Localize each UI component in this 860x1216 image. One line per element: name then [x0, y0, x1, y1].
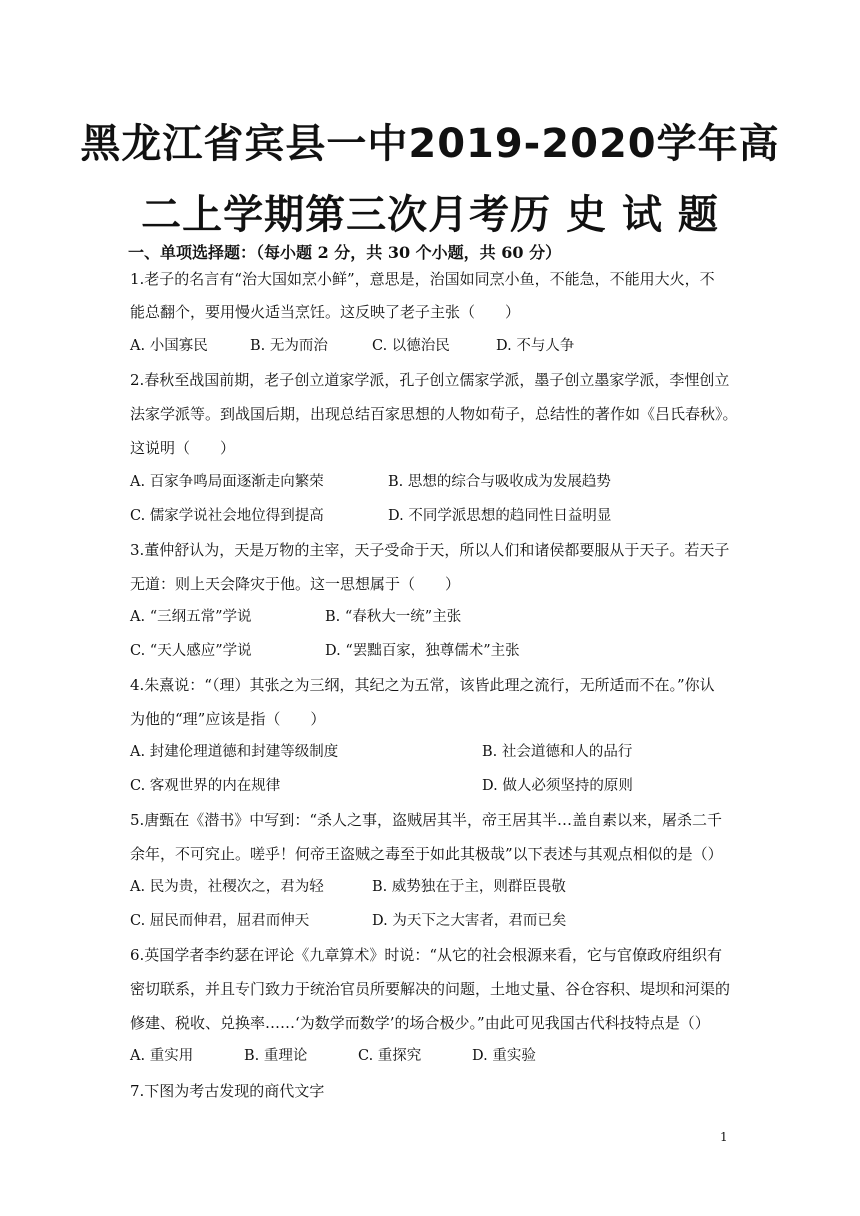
q6-stem-line-1: 6.英国学者李约瑟在评论《九章算术》时说：“从它的社会根源来看，它与官僚政府组织有	[130, 946, 722, 964]
q2-option-c: C. 儒家学说社会地位得到提高	[130, 508, 324, 524]
q1-option-b: B. 无为而治	[250, 338, 328, 354]
q2-stem-line-3: 这说明（ ）	[130, 439, 236, 457]
section-header: 一、单项选择题：（每小题 2 分，共 30 个小题，共 60 分）	[128, 243, 562, 262]
q2-option-a: A. 百家争鸣局面逐渐走向繁荣	[130, 474, 324, 490]
q6-stem-line-3: 修建、税收、兑换率……‘为数学而数学’的场合极少。”由此可见我国古代科技特点是（）	[130, 1014, 710, 1032]
q4-option-b: B. 社会道德和人的品行	[482, 744, 633, 760]
q3-option-c: C. “天人感应”学说	[130, 643, 252, 659]
q5-option-d: D. 为天下之大害者，君而已矣	[372, 913, 567, 929]
page-number: 1	[720, 1130, 728, 1144]
q3-option-d: D. “罢黜百家，独尊儒术”主张	[325, 643, 520, 659]
q6-stem-line-2: 密切联系，并且专门致力于统治官员所要解决的问题，土地丈量、谷仓容积、堤坝和河渠的	[130, 980, 731, 998]
q1-option-c: C. 以德治民	[372, 338, 450, 354]
q4-option-c: C. 客观世界的内在规律	[130, 778, 281, 794]
q2-option-d: D. 不同学派思想的趋同性日益明显	[388, 508, 612, 524]
exam-title-line-1: 黑龙江省宾县一中2019-2020学年高	[80, 121, 780, 167]
q1-option-a: A. 小国寡民	[130, 338, 208, 354]
q3-option-a: A. “三纲五常”学说	[130, 609, 252, 625]
q5-option-a: A. 民为贵，社稷次之，君为轻	[130, 879, 324, 895]
q3-option-b: B. “春秋大一统”主张	[325, 609, 462, 625]
q6-option-c: C. 重探究	[358, 1048, 422, 1064]
q3-stem-line-2: 无道：则上天会降灾于他。这一思想属于（ ）	[130, 575, 461, 593]
q4-stem-line-1: 4.朱熹说：“（理）其张之为三纲，其纪之为五常，该皆此理之流行，无所适而不在。”你认	[130, 676, 715, 694]
exam-title-line-2: 二上学期第三次月考历 史 试 题	[141, 192, 719, 238]
q5-stem-line-1: 5.唐甄在《潜书》中写到：“杀人之事，盗贼居其半，帝王居其半…盖自素以来，屠杀二千	[130, 811, 722, 829]
q5-option-c: C. 屈民而伸君，屈君而伸天	[130, 913, 310, 929]
q2-stem-line-1: 2.春秋至战国前期，老子创立道家学派，孔子创立儒家学派，墨子创立墨家学派，李悝创立	[130, 371, 730, 389]
q6-option-a: A. 重实用	[130, 1048, 194, 1064]
q6-option-b: B. 重理论	[244, 1048, 308, 1064]
q4-option-d: D. 做人必须坚持的原则	[482, 778, 633, 794]
q1-stem-line-1: 1.老子的名言有“治大国如烹小鲜”，意思是，治国如同烹小鱼，不能急，不能用大火，不	[130, 270, 715, 288]
q4-stem-line-2: 为他的“理”应该是指（ ）	[130, 710, 326, 728]
q1-option-d: D. 不与人争	[496, 338, 575, 354]
q4-option-a: A. 封建伦理道德和封建等级制度	[130, 744, 339, 760]
q3-stem-line-1: 3.董仲舒认为，天是万物的主宰，天子受命于天，所以人们和诸侯都要服从于天子。若天子	[130, 541, 730, 559]
q5-stem-line-2: 余年，不可究止。嗟乎！何帝王盗贼之毒至于如此其极哉”以下表述与其观点相似的是（）	[130, 845, 723, 863]
q6-option-d: D. 重实验	[472, 1048, 536, 1064]
q7-stem-line-1: 7.下图为考古发现的商代文字	[130, 1082, 325, 1100]
q1-stem-line-2: 能总翻个，要用慢火适当烹饪。这反映了老子主张（ ）	[130, 303, 521, 321]
q5-option-b: B. 威势独在于主，则群臣畏敬	[372, 879, 566, 895]
q2-stem-line-2: 法家学派等。到战国后期，出现总结百家思想的人物如荀子，总结性的著作如《吕氏春秋》。	[130, 405, 738, 423]
q2-option-b: B. 思想的综合与吸收成为发展趋势	[388, 474, 611, 490]
